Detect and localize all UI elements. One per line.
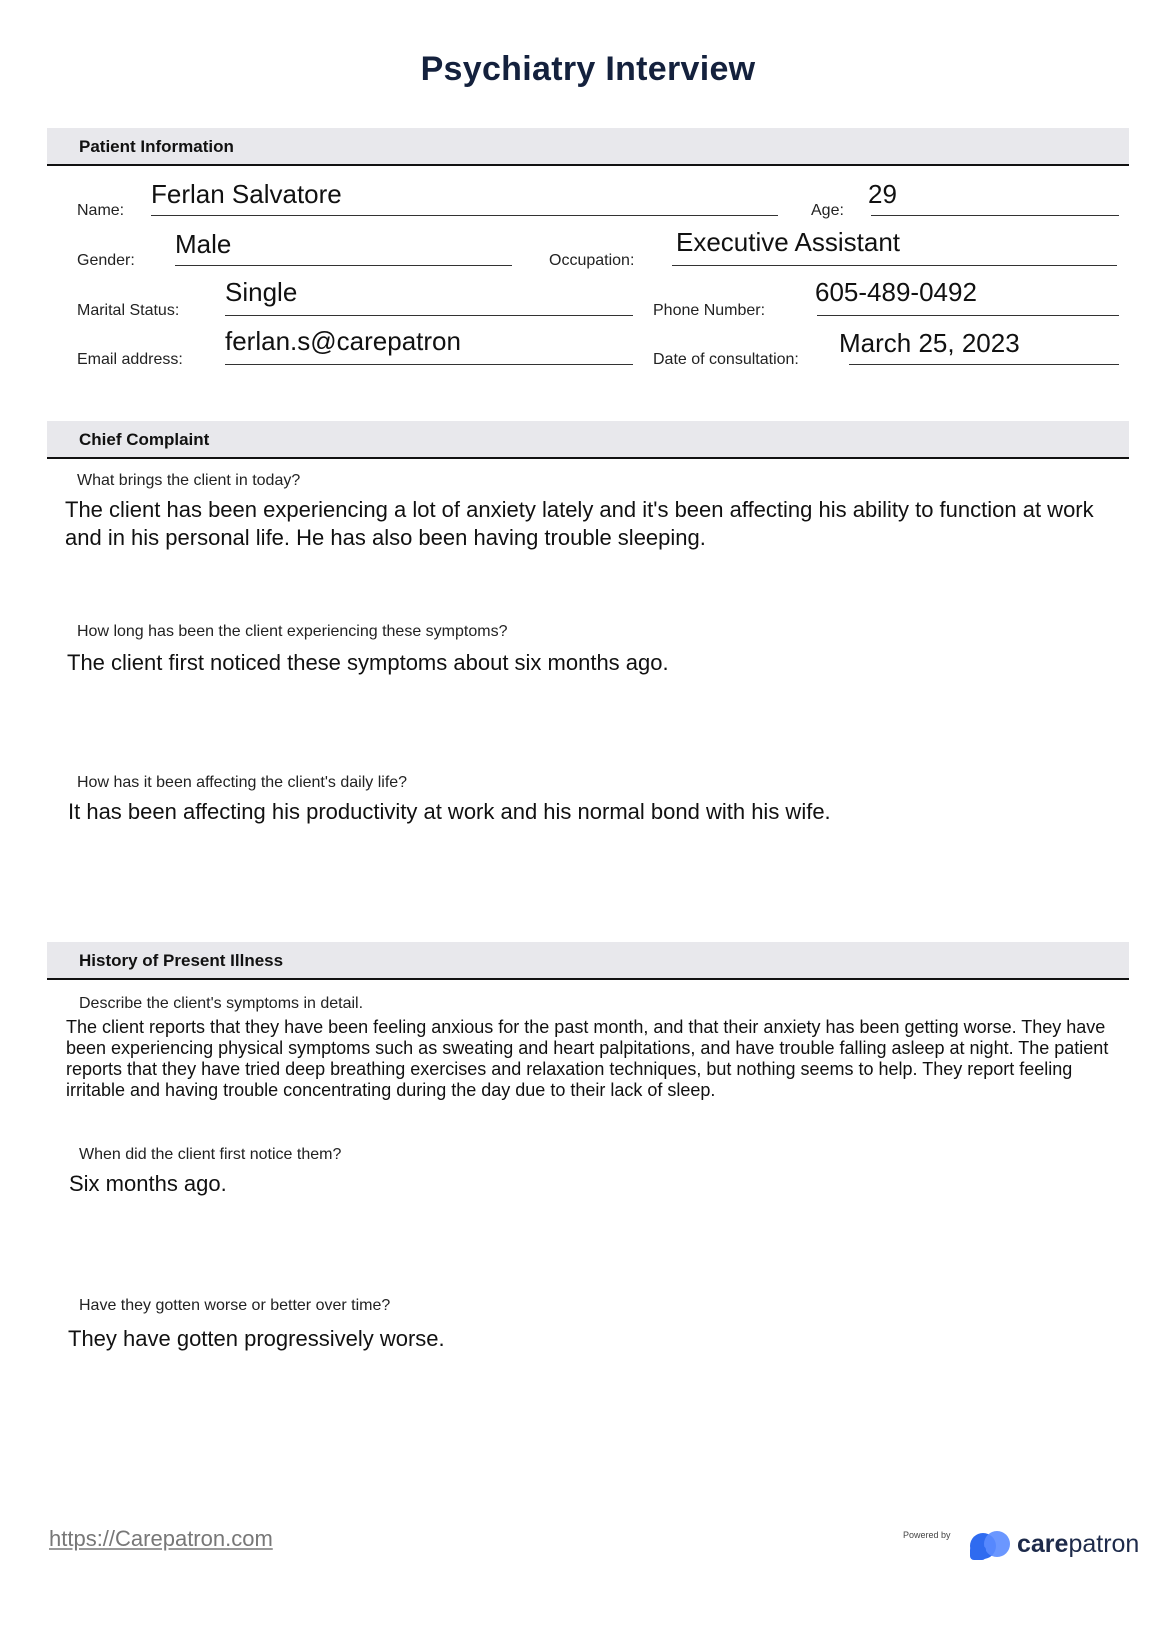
occupation-underline <box>672 265 1117 266</box>
name-field[interactable]: Ferlan Salvatore <box>151 179 342 209</box>
section-header-history <box>47 942 1129 980</box>
answer-worse-or-better[interactable]: They have gotten progressively worse. <box>68 1326 445 1351</box>
email-underline <box>225 364 633 365</box>
question-symptom-duration: How long has been the client experiencing these symptoms? <box>77 623 508 640</box>
answer-symptom-duration[interactable]: The client first noticed these symptoms about six months ago. <box>67 650 669 675</box>
powered-by-label: Powered by <box>903 1530 951 1540</box>
gender-field[interactable]: Male <box>175 229 232 259</box>
section-title: Chief Complaint <box>79 430 210 449</box>
date-underline <box>849 364 1119 365</box>
question-first-noticed: When did the client first notice them? <box>79 1146 342 1163</box>
section-title: Patient Information <box>79 137 234 156</box>
question-daily-life-impact: How has it been affecting the client's daily life? <box>77 774 408 791</box>
section-header-chief-complaint <box>47 421 1129 459</box>
age-underline <box>871 215 1119 216</box>
carepatron-logo[interactable] <box>967 1526 1140 1566</box>
section-title: History of Present Illness <box>79 951 284 970</box>
gender-label: Gender: <box>77 252 135 269</box>
occupation-field[interactable]: Executive Assistant <box>676 227 900 257</box>
carepatron-logo-icon <box>967 1526 1015 1566</box>
phone-field[interactable]: 605-489-0492 <box>815 277 977 307</box>
email-field[interactable]: ferlan.s@carepatron <box>225 326 461 356</box>
name-underline <box>151 215 778 216</box>
question-what-brings-client: What brings the client in today? <box>77 472 301 489</box>
email-label: Email address: <box>77 351 183 368</box>
marital-status-label: Marital Status: <box>77 302 180 319</box>
answer-daily-life-impact[interactable]: It has been affecting his productivity at work and his normal bond with his wife. <box>68 799 831 824</box>
answer-what-brings-client[interactable]: The client has been experiencing a lot of anxiety lately and it's been affecting his ability to function at work and in his personal life. He has also been having trouble sleeping. <box>65 497 1094 550</box>
date-label: Date of consultation: <box>653 351 799 368</box>
date-field[interactable]: March 25, 2023 <box>839 328 1020 358</box>
gender-underline <box>175 265 512 266</box>
answer-describe-symptoms[interactable]: The client reports that they have been feeling anxious for the past month, and that their anxiety has been getting worse. They have been experiencing physical symptoms such as sweating and heart palpitations, and have trouble falling asleep at night. The patient reports that they have tried deep breathing exercises and relaxation techniques, but nothing seems to help. They report feeling irritable and having trouble concentrating during the day due to their lack of sleep. <box>66 1017 1109 1100</box>
answer-first-noticed[interactable]: Six months ago. <box>69 1171 227 1196</box>
occupation-label: Occupation: <box>549 252 635 269</box>
question-describe-symptoms: Describe the client's symptoms in detail. <box>79 995 364 1012</box>
marital-status-field[interactable]: Single <box>225 277 298 307</box>
section-header-patient-information <box>47 128 1129 166</box>
brand-wordmark <box>1017 1530 1139 1559</box>
brand-rest: patron <box>1068 1530 1140 1558</box>
phone-underline <box>817 315 1119 316</box>
carepatron-link[interactable]: https://Carepatron.com <box>49 1526 273 1551</box>
marital-status-underline <box>225 315 633 316</box>
page-title: Psychiatry Interview <box>420 50 756 88</box>
age-field[interactable]: 29 <box>868 179 897 209</box>
question-worse-or-better: Have they gotten worse or better over time? <box>79 1297 391 1314</box>
phone-label: Phone Number: <box>653 302 766 319</box>
age-label: Age: <box>811 202 844 219</box>
name-label: Name: <box>77 202 125 219</box>
brand-bold: care <box>1017 1530 1069 1558</box>
